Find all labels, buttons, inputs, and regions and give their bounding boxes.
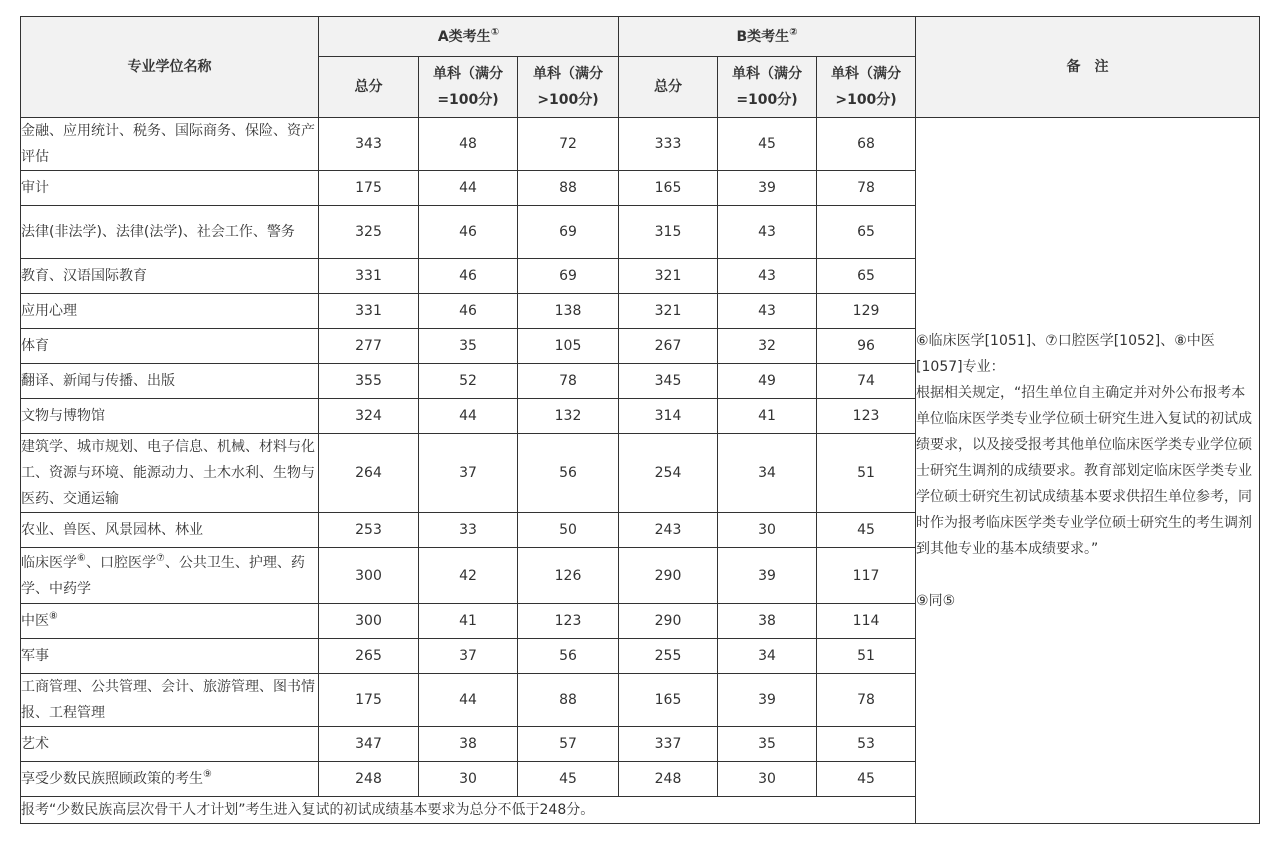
a-single-eq100: 44 bbox=[419, 171, 518, 206]
b-total: 333 bbox=[619, 118, 718, 171]
remarks-line-3: ⑨同⑤ bbox=[916, 592, 956, 609]
header-group-a-mark: ① bbox=[490, 26, 500, 38]
b-total: 254 bbox=[619, 434, 718, 513]
major-name: 军事 bbox=[21, 639, 319, 674]
a-single-eq100: 42 bbox=[419, 548, 518, 604]
footnote-mark: ⑥ bbox=[77, 552, 86, 564]
major-name bbox=[21, 604, 319, 639]
header-a-total: 总分 bbox=[319, 57, 419, 118]
header-group-b-label: B类考生 bbox=[736, 28, 790, 45]
a-single-gt100: 78 bbox=[518, 364, 619, 399]
a-single-eq100: 37 bbox=[419, 434, 518, 513]
a-total: 248 bbox=[319, 762, 419, 797]
a-single-eq100: 52 bbox=[419, 364, 518, 399]
b-total: 321 bbox=[619, 294, 718, 329]
b-single-gt100: 68 bbox=[817, 118, 916, 171]
major-name: 翻译、新闻与传播、出版 bbox=[21, 364, 319, 399]
b-total: 243 bbox=[619, 513, 718, 548]
a-total: 175 bbox=[319, 674, 419, 727]
major-name bbox=[21, 762, 319, 797]
major-name: 文物与博物馆 bbox=[21, 399, 319, 434]
b-single-gt100: 51 bbox=[817, 639, 916, 674]
a-single-eq100: 41 bbox=[419, 604, 518, 639]
b-single-gt100: 53 bbox=[817, 727, 916, 762]
b-single-eq100: 38 bbox=[718, 604, 817, 639]
b-total: 290 bbox=[619, 548, 718, 604]
a-single-gt100: 88 bbox=[518, 674, 619, 727]
b-single-eq100: 34 bbox=[718, 434, 817, 513]
header-a-single-eq100-line2: =100分) bbox=[437, 92, 499, 108]
b-total: 267 bbox=[619, 329, 718, 364]
a-single-eq100: 46 bbox=[419, 294, 518, 329]
header-b-single-gt100 bbox=[817, 57, 916, 118]
b-single-eq100: 43 bbox=[718, 294, 817, 329]
major-name-part: 中医 bbox=[21, 613, 49, 629]
b-total: 321 bbox=[619, 259, 718, 294]
header-a-single-eq100-line1: 单科（满分 bbox=[433, 66, 503, 82]
b-single-gt100: 45 bbox=[817, 762, 916, 797]
b-single-gt100: 114 bbox=[817, 604, 916, 639]
major-name: 金融、应用统计、税务、国际商务、保险、资产评估 bbox=[21, 118, 319, 171]
header-group-b-mark: ② bbox=[789, 26, 798, 38]
header-b-single-gt100-line1: 单科（满分 bbox=[831, 66, 902, 82]
b-single-gt100: 123 bbox=[817, 399, 916, 434]
b-single-gt100: 129 bbox=[817, 294, 916, 329]
b-single-eq100: 39 bbox=[718, 674, 817, 727]
header-group-b bbox=[619, 17, 916, 57]
header-b-single-eq100 bbox=[718, 57, 817, 118]
footnote-mark: ⑦ bbox=[155, 552, 165, 564]
b-single-eq100: 39 bbox=[718, 171, 817, 206]
header-group-a bbox=[319, 17, 619, 57]
a-single-gt100: 126 bbox=[518, 548, 619, 604]
a-single-gt100: 138 bbox=[518, 294, 619, 329]
b-single-eq100: 45 bbox=[718, 118, 817, 171]
a-single-eq100: 37 bbox=[419, 639, 518, 674]
a-total: 347 bbox=[319, 727, 419, 762]
b-single-gt100: 78 bbox=[817, 171, 916, 206]
major-name: 审计 bbox=[21, 171, 319, 206]
b-single-eq100: 30 bbox=[718, 513, 817, 548]
a-single-gt100: 132 bbox=[518, 399, 619, 434]
a-total: 264 bbox=[319, 434, 419, 513]
a-total: 253 bbox=[319, 513, 419, 548]
a-total: 331 bbox=[319, 259, 419, 294]
major-name: 艺术 bbox=[21, 727, 319, 762]
b-single-gt100: 96 bbox=[817, 329, 916, 364]
b-total: 315 bbox=[619, 206, 718, 259]
a-single-gt100: 88 bbox=[518, 171, 619, 206]
remarks-gap bbox=[916, 562, 1259, 588]
b-single-gt100: 78 bbox=[817, 674, 916, 727]
major-name: 农业、兽医、风景园林、林业 bbox=[21, 513, 319, 548]
b-single-eq100: 43 bbox=[718, 206, 817, 259]
a-single-gt100: 57 bbox=[518, 727, 619, 762]
b-single-gt100: 65 bbox=[817, 259, 916, 294]
b-total: 290 bbox=[619, 604, 718, 639]
header-b-single-eq100-line2: =100分) bbox=[736, 92, 798, 108]
a-total: 300 bbox=[319, 548, 419, 604]
header-a-single-eq100 bbox=[419, 57, 518, 118]
b-single-gt100: 65 bbox=[817, 206, 916, 259]
a-total: 325 bbox=[319, 206, 419, 259]
header-group-a-label: A类考生 bbox=[437, 28, 491, 45]
major-name: 教育、汉语国际教育 bbox=[21, 259, 319, 294]
b-single-eq100: 34 bbox=[718, 639, 817, 674]
a-single-eq100: 46 bbox=[419, 206, 518, 259]
a-total: 343 bbox=[319, 118, 419, 171]
a-single-gt100: 69 bbox=[518, 259, 619, 294]
b-single-gt100: 45 bbox=[817, 513, 916, 548]
major-name: 体育 bbox=[21, 329, 319, 364]
b-total: 345 bbox=[619, 364, 718, 399]
a-single-gt100: 123 bbox=[518, 604, 619, 639]
header-a-single-gt100 bbox=[518, 57, 619, 118]
major-name-part: 临床医学 bbox=[21, 554, 77, 571]
b-single-gt100: 117 bbox=[817, 548, 916, 604]
b-total: 165 bbox=[619, 674, 718, 727]
a-total: 300 bbox=[319, 604, 419, 639]
b-total: 165 bbox=[619, 171, 718, 206]
b-single-eq100: 41 bbox=[718, 399, 817, 434]
major-name: 建筑学、城市规划、电子信息、机械、材料与化工、资源与环境、能源动力、土木水利、生物与医药、交通运输 bbox=[21, 434, 319, 513]
b-total: 255 bbox=[619, 639, 718, 674]
remarks-line-1: ⑥临床医学[1051]、⑦口腔医学[1052]、⑧中医[1057]专业： bbox=[916, 332, 1215, 375]
table-row bbox=[21, 118, 1260, 171]
a-single-gt100: 45 bbox=[518, 762, 619, 797]
major-name bbox=[21, 548, 319, 604]
b-single-gt100: 74 bbox=[817, 364, 916, 399]
b-total: 248 bbox=[619, 762, 718, 797]
header-remarks: 备 注 bbox=[916, 17, 1260, 118]
header-row-1 bbox=[21, 17, 1260, 57]
a-single-gt100: 72 bbox=[518, 118, 619, 171]
a-single-eq100: 46 bbox=[419, 259, 518, 294]
a-single-gt100: 105 bbox=[518, 329, 619, 364]
remarks-line-2: 根据相关规定，“招生单位自主确定并对外公布报考本单位临床医学类专业学位硕士研究生进入复试的初试成绩要求，以及接受报考其他单位临床医学类专业学位硕士研究生调剂的成绩要求。教育部划定临床医学类专业学位硕士研究生初试成绩基本要求供招生单位参考，同时作为报考临床医学类专业学位硕士研究生的考生调剂到其他专业的基本成绩要求。” bbox=[916, 384, 1253, 557]
b-single-eq100: 39 bbox=[718, 548, 817, 604]
header-a-single-gt100-line1: 单科（满分 bbox=[533, 66, 603, 82]
a-single-gt100: 56 bbox=[518, 434, 619, 513]
b-single-eq100: 49 bbox=[718, 364, 817, 399]
remarks-cell bbox=[916, 118, 1260, 824]
score-table bbox=[20, 16, 1260, 824]
major-name: 工商管理、公共管理、会计、旅游管理、图书情报、工程管理 bbox=[21, 674, 319, 727]
a-single-gt100: 69 bbox=[518, 206, 619, 259]
b-single-eq100: 32 bbox=[718, 329, 817, 364]
major-name-part: 享受少数民族照顾政策的考生 bbox=[21, 771, 203, 787]
footnote-mark: ⑧ bbox=[49, 611, 58, 622]
a-total: 355 bbox=[319, 364, 419, 399]
major-name: 法律(非法学)、法律(法学)、社会工作、警务 bbox=[21, 206, 319, 259]
header-b-total: 总分 bbox=[619, 57, 718, 118]
a-single-gt100: 50 bbox=[518, 513, 619, 548]
b-single-eq100: 43 bbox=[718, 259, 817, 294]
a-single-eq100: 44 bbox=[419, 399, 518, 434]
a-single-eq100: 30 bbox=[419, 762, 518, 797]
b-total: 314 bbox=[619, 399, 718, 434]
a-single-gt100: 56 bbox=[518, 639, 619, 674]
major-name: 应用心理 bbox=[21, 294, 319, 329]
a-single-eq100: 44 bbox=[419, 674, 518, 727]
header-a-single-gt100-line2: >100分) bbox=[537, 92, 599, 108]
major-name-part: 、公共卫生、护理、药学、中药学 bbox=[21, 554, 305, 597]
a-single-eq100: 48 bbox=[419, 118, 518, 171]
header-b-single-eq100-line1: 单科（满分 bbox=[732, 66, 803, 82]
a-total: 277 bbox=[319, 329, 419, 364]
b-single-gt100: 51 bbox=[817, 434, 916, 513]
header-b-single-gt100-line2: >100分) bbox=[835, 92, 897, 108]
a-total: 265 bbox=[319, 639, 419, 674]
a-total: 324 bbox=[319, 399, 419, 434]
b-single-eq100: 35 bbox=[718, 727, 817, 762]
footnote-mark: ⑨ bbox=[203, 769, 212, 780]
a-single-eq100: 33 bbox=[419, 513, 518, 548]
a-single-eq100: 38 bbox=[419, 727, 518, 762]
a-total: 331 bbox=[319, 294, 419, 329]
header-major-name: 专业学位名称 bbox=[21, 17, 319, 118]
b-total: 337 bbox=[619, 727, 718, 762]
footnote-text: 报考“少数民族高层次骨干人才计划”考生进入复试的初试成绩基本要求为总分不低于248分。 bbox=[21, 797, 916, 824]
a-total: 175 bbox=[319, 171, 419, 206]
a-single-eq100: 35 bbox=[419, 329, 518, 364]
major-name-part: 、口腔医学 bbox=[85, 554, 156, 571]
b-single-eq100: 30 bbox=[718, 762, 817, 797]
